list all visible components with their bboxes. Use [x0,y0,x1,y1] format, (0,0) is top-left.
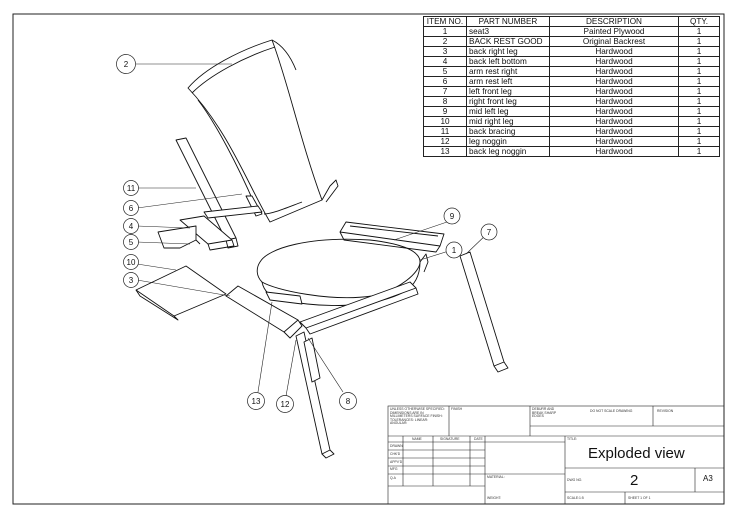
bom-qty: 1 [679,47,720,57]
bom-row [424,27,720,37]
bom-qty: 1 [679,37,720,47]
bom-qty: 1 [679,57,720,67]
bom-description: Hardwood [550,77,679,87]
bom-description: Hardwood [550,117,679,127]
balloon-11: 11 [126,184,136,193]
bom-qty: 1 [679,137,720,147]
bom-part-number: mid left leg [467,107,550,117]
tolerance-note: UNLESS OTHERWISE SPECIFIED: DIMENSIONS ARE IN MILLIMETERS SURFACE FINISH: TOLERANCES: LINEAR: ANGULAR: [390,407,445,426]
bom-part-number: back left bottom [467,57,550,67]
scale-label: SCALE:1:5 [567,496,584,500]
bom-part-number: back right leg [467,47,550,57]
bom-row [424,67,720,77]
bom-item-no: 8 [424,97,467,107]
bom-part-number: leg noggin [467,137,550,147]
bom-part-number: arm rest right [467,67,550,77]
bom-item-no: 10 [424,117,467,127]
balloon-2: 2 [123,60,129,69]
weight-label: WEIGHT: [487,496,502,500]
signature-label: SIGNATURE [440,436,460,441]
balloon-5: 5 [128,238,134,247]
bom-description: Hardwood [550,147,679,157]
bom-row [424,97,720,107]
bom-item-no: 12 [424,137,467,147]
bom-qty: 1 [679,27,720,37]
bom-description: Hardwood [550,87,679,97]
bom-description: Original Backrest [550,37,679,47]
bom-header-part-number: PART NUMBER [467,17,550,27]
balloon-13: 13 [251,397,261,406]
bom-row [424,107,720,117]
bom-part-number: back leg noggin [467,147,550,157]
balloon-6: 6 [128,204,134,213]
bom-item-no: 7 [424,87,467,97]
deburr-note: DEBURR AND BREAK SHARP EDGES [532,407,557,419]
mfg-label: MFG [390,467,398,471]
bom-row [424,47,720,57]
sheet-label: SHEET 1 OF 1 [628,496,651,500]
qa-label: Q.A [390,476,396,480]
bom-qty: 1 [679,117,720,127]
bom-part-number: arm rest left [467,77,550,87]
bom-row [424,37,720,47]
drawn-label: DRAWN [390,444,403,448]
bom-item-no: 5 [424,67,467,77]
bom-qty: 1 [679,107,720,117]
title-label: TITLE: [567,437,578,441]
bom-description: Hardwood [550,97,679,107]
bom-description: Painted Plywood [550,27,679,37]
bom-part-number: BACK REST GOOD [467,37,550,47]
part-back-right-leg [226,286,302,338]
bom-part-number: back bracing [467,127,550,137]
name-label: NAME [412,436,422,441]
bill-of-materials-table [423,16,720,157]
bom-qty: 1 [679,87,720,97]
bom-part-number: left front leg [467,87,550,97]
bom-header-description: DESCRIPTION [550,17,679,27]
bom-header-row [424,17,720,27]
sheet-size: A3 [703,474,713,483]
bom-part-number: mid right leg [467,117,550,127]
bom-description: Hardwood [550,137,679,147]
bom-description: Hardwood [550,127,679,137]
date-label: DATE [474,436,483,441]
part-left-front-leg [460,252,508,372]
balloon-8: 8 [345,397,351,406]
bom-description: Hardwood [550,67,679,77]
bom-part-number: right front leg [467,97,550,107]
bom-item-no: 3 [424,47,467,57]
revision-label: REVISION [657,409,674,413]
bom-qty: 1 [679,67,720,77]
bom-header-qty: QTY. [679,17,720,27]
drawing-number: 2 [630,472,639,489]
balloon-1: 1 [451,246,457,255]
bom-item-no: 9 [424,107,467,117]
balloon-4: 4 [128,222,134,231]
bom-row [424,137,720,147]
bom-item-no: 6 [424,77,467,87]
bom-part-number: seat3 [467,27,550,37]
chkd-label: CHK'D [390,452,401,456]
bom-header-item-no: ITEM NO. [424,17,467,27]
bom-qty: 1 [679,127,720,137]
balloon-7: 7 [486,228,492,237]
material-label: MATERIAL: [487,475,505,479]
appvd-label: APPV'D [390,460,403,464]
bom-item-no: 1 [424,27,467,37]
part-back-left-bottom [158,226,200,248]
bom-description: Hardwood [550,107,679,117]
drawing-title: Exploded view [588,445,685,462]
bom-item-no: 4 [424,57,467,67]
bom-row [424,127,720,137]
balloon-12: 12 [280,400,290,409]
balloon-10: 10 [126,258,136,267]
bom-item-no: 2 [424,37,467,47]
bom-row [424,87,720,97]
bom-description: Hardwood [550,57,679,67]
bom-item-no: 11 [424,127,467,137]
bom-item-no: 13 [424,147,467,157]
dwg-no-label: DWG NO. [567,478,583,482]
finish-label: FINISH [451,407,463,411]
bom-row [424,117,720,127]
bom-description: Hardwood [550,47,679,57]
balloon-9: 9 [449,212,455,221]
bom-qty: 1 [679,147,720,157]
bom-qty: 1 [679,77,720,87]
balloon-3: 3 [128,276,134,285]
do-not-scale-label: DO NOT SCALE DRAWING [590,409,633,413]
bom-qty: 1 [679,97,720,107]
bom-row [424,57,720,67]
bom-row [424,77,720,87]
bom-row [424,147,720,157]
part-back-leg-noggin [266,292,302,304]
